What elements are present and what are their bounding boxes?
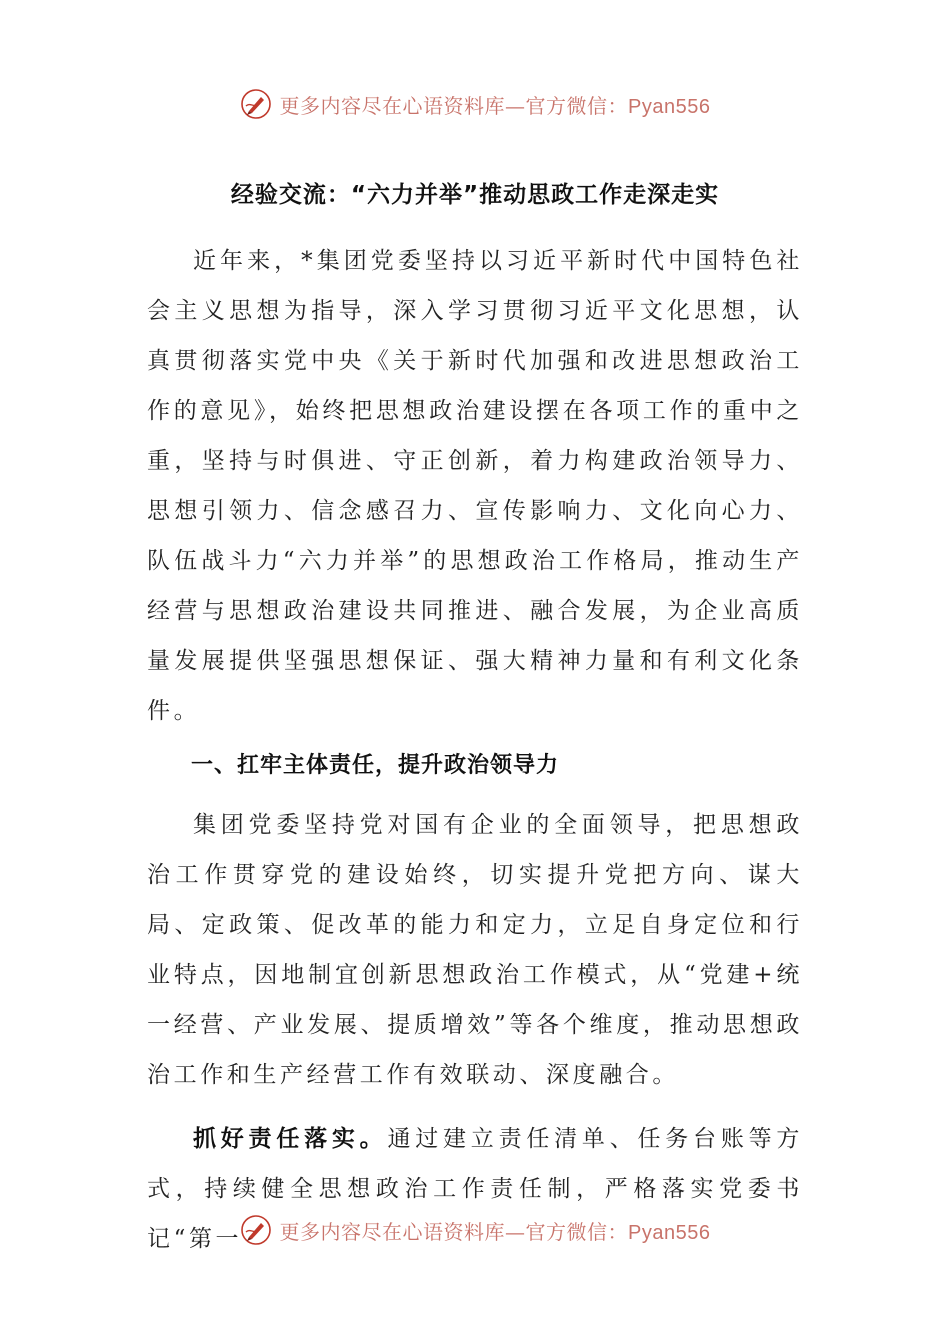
watermark-text [280,1216,711,1245]
watermark-wechat-id: Pyan556 [628,1221,711,1244]
watermark-wechat-label: 官方微信： [525,1219,629,1244]
intro-paragraph: 近年来，*集团党委坚持以习近平新时代中国特色社会主义思想为指导，深入学习贯彻习近平文化思想，认真贯彻落实党中央《关于新时代加强和改进思想政治工作的意见》，始终把思想政治建设摆在各项工作的重中之重，坚持与时俱进、守正创新，着力构建政治领导力、思想引领力、信念感召力、宣传影响力、文化向心力、队伍战斗力“六力并举”的思想政治工作格局，推动生产经营与思想政治建设共同推进、融合发展，为企业高质量发展提供坚强思想保证、强大精神力量和有利文化条件。 [147,248,803,724]
watermark-banner-bottom [0,1210,950,1250]
watermark-brand-text: 更多内容尽在心语资料库 [279,1219,506,1244]
pen-nib-logo-icon [240,88,272,120]
watermark-dash: — [505,93,526,118]
document-body [147,236,803,1264]
section-1-paragraph: 集团党委坚持党对国有企业的全面领导，把思想政治工作贯穿党的建设始终，切实提升党把方向、谋大局、定政策、促改革的能力和定力，立足自身定位和行业特点，因地制宜创新思想政治工作模式，从“党建+统一经营、产业发展、提质增效”等各个维度，推动思想政治工作和生产经营工作有效联动、深度融合。 [147,812,803,1088]
sub-paragraph-lead: 抓好责任落实。 [193,1126,388,1152]
document-title: 经验交流：“六力并举”推动思政工作走深走实 [230,182,720,208]
pen-nib-logo-icon [240,1214,272,1246]
watermark-wechat-id: Pyan556 [628,95,711,118]
watermark-brand-text: 更多内容尽在心语资料库 [279,93,506,118]
section-1-heading: 一、扛牢主体责任，提升政治领导力 [191,753,560,778]
watermark-banner-top [0,84,950,124]
watermark-dash: — [505,1219,526,1244]
sub-paragraph-text: 通过建立责任清单、任务台账等方式，持续健全思想政治工作责任制，严格落实党委书记“第一 [147,1126,803,1252]
watermark-text [280,90,711,119]
watermark-wechat-label: 官方微信： [525,93,629,118]
